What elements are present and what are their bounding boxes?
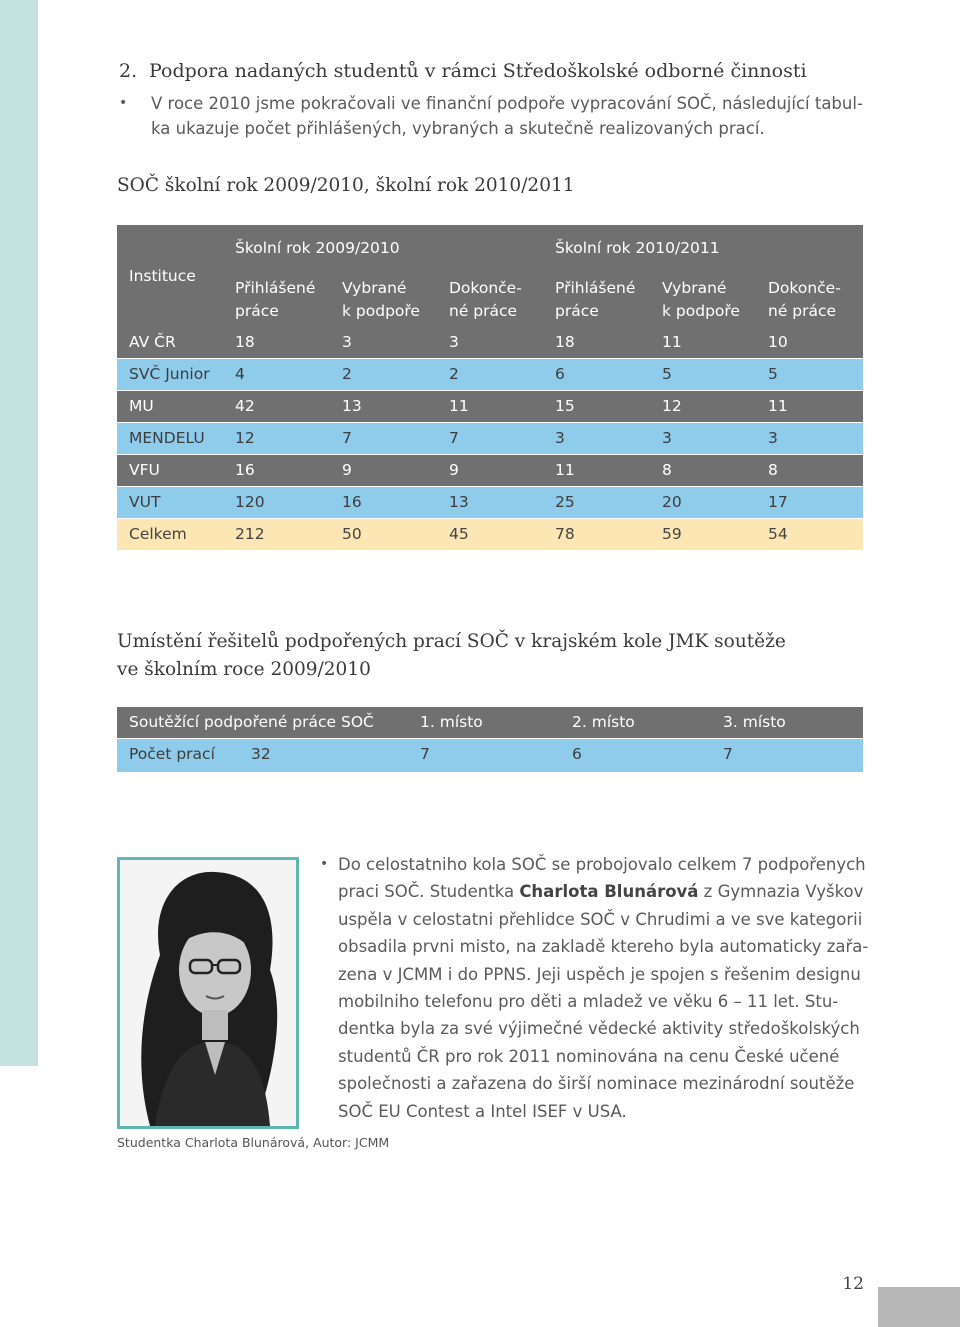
column-header: 3. místo: [723, 713, 786, 731]
table1-title: SOČ školní rok 2009/2010, školní rok 2010/2011: [117, 175, 575, 196]
cell: 3: [662, 429, 672, 447]
cell: 16: [235, 461, 255, 479]
year-header: Školní rok 2009/2010: [235, 239, 400, 257]
cell: 9: [342, 461, 352, 479]
text-line: praci SOČ. Studentka Charlota Blunárová z Gymnazia Vyškov: [338, 882, 864, 902]
column-header: Přihlášené práce: [235, 279, 316, 320]
bullet-icon: •: [119, 95, 128, 111]
column-header: Vybrané k podpoře: [662, 279, 740, 320]
year-header: Školní rok 2010/2011: [555, 239, 720, 257]
page-number: 12: [842, 1274, 864, 1294]
page-corner-block: [878, 1287, 960, 1327]
table-row: [117, 739, 863, 773]
row-label: VUT: [129, 493, 161, 511]
cell: 11: [555, 461, 575, 479]
cell: 120: [235, 493, 265, 511]
side-accent-band: [0, 0, 38, 1066]
institution-header: Instituce: [129, 267, 196, 285]
student-photo: [117, 857, 299, 1129]
table-row: [117, 423, 863, 455]
cell: 25: [555, 493, 575, 511]
column-header: 1. místo: [420, 713, 483, 731]
cell: 45: [449, 525, 469, 543]
cell: 6: [555, 365, 565, 383]
cell: 59: [662, 525, 682, 543]
cell: 32: [251, 745, 271, 763]
cell: 18: [235, 333, 255, 351]
column-header: Dokonče- né práce: [768, 279, 841, 320]
section-number: 2.: [119, 60, 138, 82]
column-header: Přihlášené práce: [555, 279, 636, 320]
cell: 16: [342, 493, 362, 511]
cell: 13: [342, 397, 362, 415]
student-name: Charlota Blunárová: [519, 882, 699, 902]
cell: 5: [768, 365, 778, 383]
text-line: mobilniho telefonu pro děti a mladež ve věku 6 – 11 let. Stu-: [338, 992, 839, 1012]
column-header: Vybrané k podpoře: [342, 279, 420, 320]
cell: 7: [723, 745, 733, 763]
cell: 10: [768, 333, 788, 351]
portrait-illustration: [120, 860, 296, 1126]
section-title: Podpora nadaných studentů v rámci Středoškolské odborné činnosti: [149, 60, 807, 82]
cell: 13: [449, 493, 469, 511]
cell: 9: [449, 461, 459, 479]
section-heading: [119, 60, 807, 82]
cell: 11: [449, 397, 469, 415]
table-row: [117, 455, 863, 487]
text-line: dentka byla za své výjimečné vědecké aktivity středoškolských: [338, 1019, 860, 1039]
cell: 7: [420, 745, 430, 763]
cell: 11: [662, 333, 682, 351]
cell: 3: [342, 333, 352, 351]
row-label: VFU: [129, 461, 160, 479]
cell: 78: [555, 525, 575, 543]
table-row: [117, 359, 863, 391]
text-line: obsadila prvni misto, na zakladě ktereho byla automaticky zařa-: [338, 937, 869, 957]
cell: 12: [235, 429, 255, 447]
intro-line: V roce 2010 jsme pokračovali ve finanční podpoře vypracování SOČ, následující tabul-: [151, 94, 863, 113]
table-header: [117, 225, 863, 327]
photo-caption: Studentka Charlota Blunárová, Autor: JCMM: [117, 1135, 390, 1150]
intro-paragraph: [119, 91, 879, 141]
cell: 8: [768, 461, 778, 479]
table-total-row: [117, 519, 863, 551]
table-header: [117, 707, 863, 739]
body-paragraph: [320, 851, 868, 1125]
cell: 15: [555, 397, 575, 415]
text-line: studentů ČR pro rok 2011 nominována na cenu České učené: [338, 1046, 840, 1066]
cell: 2: [342, 365, 352, 383]
text-line: Do celostatniho kola SOČ se probojovalo celkem 7 podpořenych: [338, 855, 866, 874]
cell: 7: [449, 429, 459, 447]
column-header: Dokonče- né práce: [449, 279, 522, 320]
cell: 8: [662, 461, 672, 479]
cell: 50: [342, 525, 362, 543]
cell: 17: [768, 493, 788, 511]
table2-title: Umístění řešitelů podpořených prací SOČ v krajském kole JMK soutěže ve školním roce 2009/2010: [117, 631, 786, 680]
row-label: Celkem: [129, 525, 187, 543]
text-line: společnosti a zařazena do širší nominace mezinárodní soutěže: [338, 1074, 855, 1094]
cell: 4: [235, 365, 245, 383]
cell: 20: [662, 493, 682, 511]
cell: 54: [768, 525, 788, 543]
cell: 7: [342, 429, 352, 447]
column-header: 2. místo: [572, 713, 635, 731]
row-label: MENDELU: [129, 429, 205, 447]
cell: 12: [662, 397, 682, 415]
cell: 11: [768, 397, 788, 415]
text-line: uspěla v celostatni přehlidce SOČ v Chrudimi a ve sve kategorii: [338, 909, 863, 929]
intro-line: ka ukazuje počet přihlášených, vybraných a skutečně realizovaných prací.: [151, 119, 765, 138]
cell: 6: [572, 745, 582, 763]
cell: 3: [768, 429, 778, 447]
text-line: zena v JCMM i do PPNS. Jeji uspěch je spojen s řešenim designu: [338, 964, 861, 984]
table-row: [117, 327, 863, 359]
row-label: Počet prací: [129, 745, 215, 763]
row-label: AV ČR: [129, 333, 176, 351]
row-label: SVČ Junior: [129, 365, 210, 383]
table-row: [117, 391, 863, 423]
cell: 3: [449, 333, 459, 351]
text-line: SOČ EU Contest a Intel ISEF v USA.: [338, 1101, 627, 1121]
cell: 18: [555, 333, 575, 351]
cell: 5: [662, 365, 672, 383]
table-row: [117, 487, 863, 519]
cell: 2: [449, 365, 459, 383]
cell: 3: [555, 429, 565, 447]
cell: 42: [235, 397, 255, 415]
row-label: MU: [129, 397, 154, 415]
bullet-icon: •: [320, 856, 329, 872]
cell: 212: [235, 525, 265, 543]
column-header: Soutěžící podpořené práce SOČ: [129, 713, 374, 731]
